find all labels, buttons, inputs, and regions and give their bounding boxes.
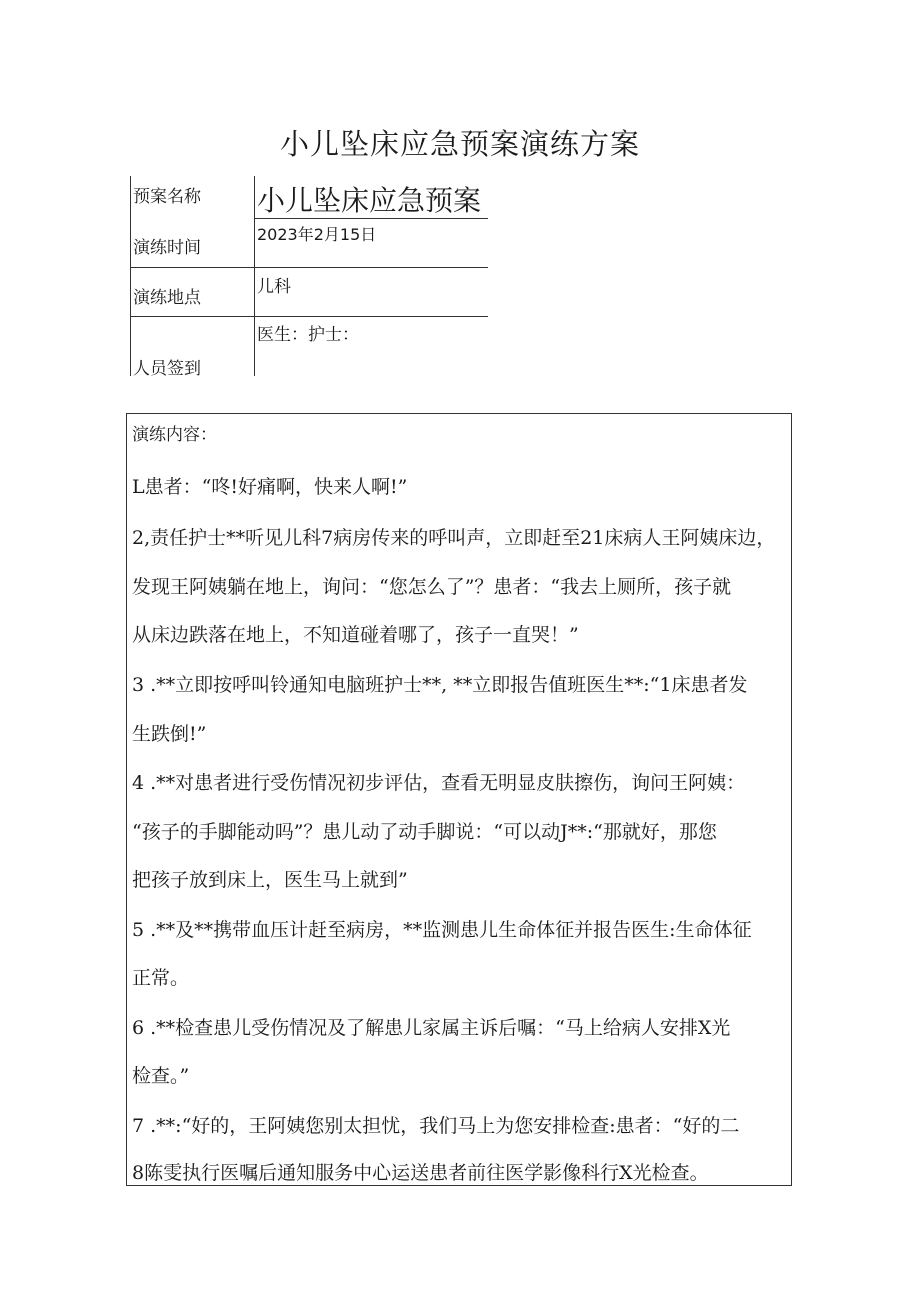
content-line: 5 .**及**携带血压计赶至病房，**监测患儿生命体征并报告医生:生命体征 <box>132 919 752 941</box>
drill-location-value: 儿科 <box>257 277 291 297</box>
content-line: 4 .**对患者进行受伤情况初步评估，查看无明显皮肤擦伤，询问王阿姨： <box>132 772 746 794</box>
content-line: 正常。 <box>132 967 190 989</box>
document-title: 小儿坠床应急预案演练方案 <box>279 127 640 161</box>
content-line: “孩子的手脚能动吗”？患儿动了动手脚说：“可以动J**:“那就好，那您 <box>132 821 717 843</box>
content-line: 从床边跌落在地上，不知道碰着哪了，孩子一直哭！” <box>132 624 579 646</box>
content-line: 把孩子放到床上，医生马上就到” <box>132 869 408 891</box>
table-column-divider <box>254 176 255 376</box>
plan-name-value: 小儿坠床应急预案 <box>257 184 482 217</box>
attendance-label: 人员签到 <box>133 359 201 379</box>
attendance-value: 医生：护士： <box>257 325 359 345</box>
content-heading: 演练内容： <box>132 425 217 445</box>
content-line: 3 .**立即按呼叫铃通知电脑班护士**, **立即报告值班医生**:“1床患者发 <box>132 674 748 696</box>
content-line: 7 .**:“好的，王阿姨您别太担忧，我们马上为您安排检查:患者：“好的二 <box>132 1115 740 1137</box>
content-line: 检查。” <box>132 1065 190 1087</box>
drill-time-value: 2023年2月15日 <box>257 225 377 244</box>
content-line: 8陈雯执行医嘱后通知服务中心运送患者前往医学影像科行X光检查。 <box>132 1162 709 1184</box>
drill-time-label: 演练时间 <box>133 238 201 258</box>
table-row-divider <box>130 316 488 317</box>
table-left-border <box>130 176 131 376</box>
info-table <box>130 176 488 379</box>
content-line: 发现王阿姨躺在地上，询问：“您怎么了”？患者：“我去上厕所，孩子就 <box>132 576 732 598</box>
drill-location-label: 演练地点 <box>133 288 201 308</box>
content-line: 2,责任护士**听见儿科7病房传来的呼叫声，立即赶至21床病人王阿姨床边， <box>132 527 776 549</box>
drill-content-box <box>126 413 792 1186</box>
plan-name-label: 预案名称 <box>133 187 201 207</box>
content-line: L患者：“咚!好痛啊，快来人啊!” <box>132 476 408 498</box>
content-line: 6 .**检查患儿受伤情况及了解患儿家属主诉后嘱：“马上给病人安排X光 <box>132 1017 731 1039</box>
table-row-divider <box>130 267 488 268</box>
content-line: 生跌倒!” <box>132 723 207 745</box>
